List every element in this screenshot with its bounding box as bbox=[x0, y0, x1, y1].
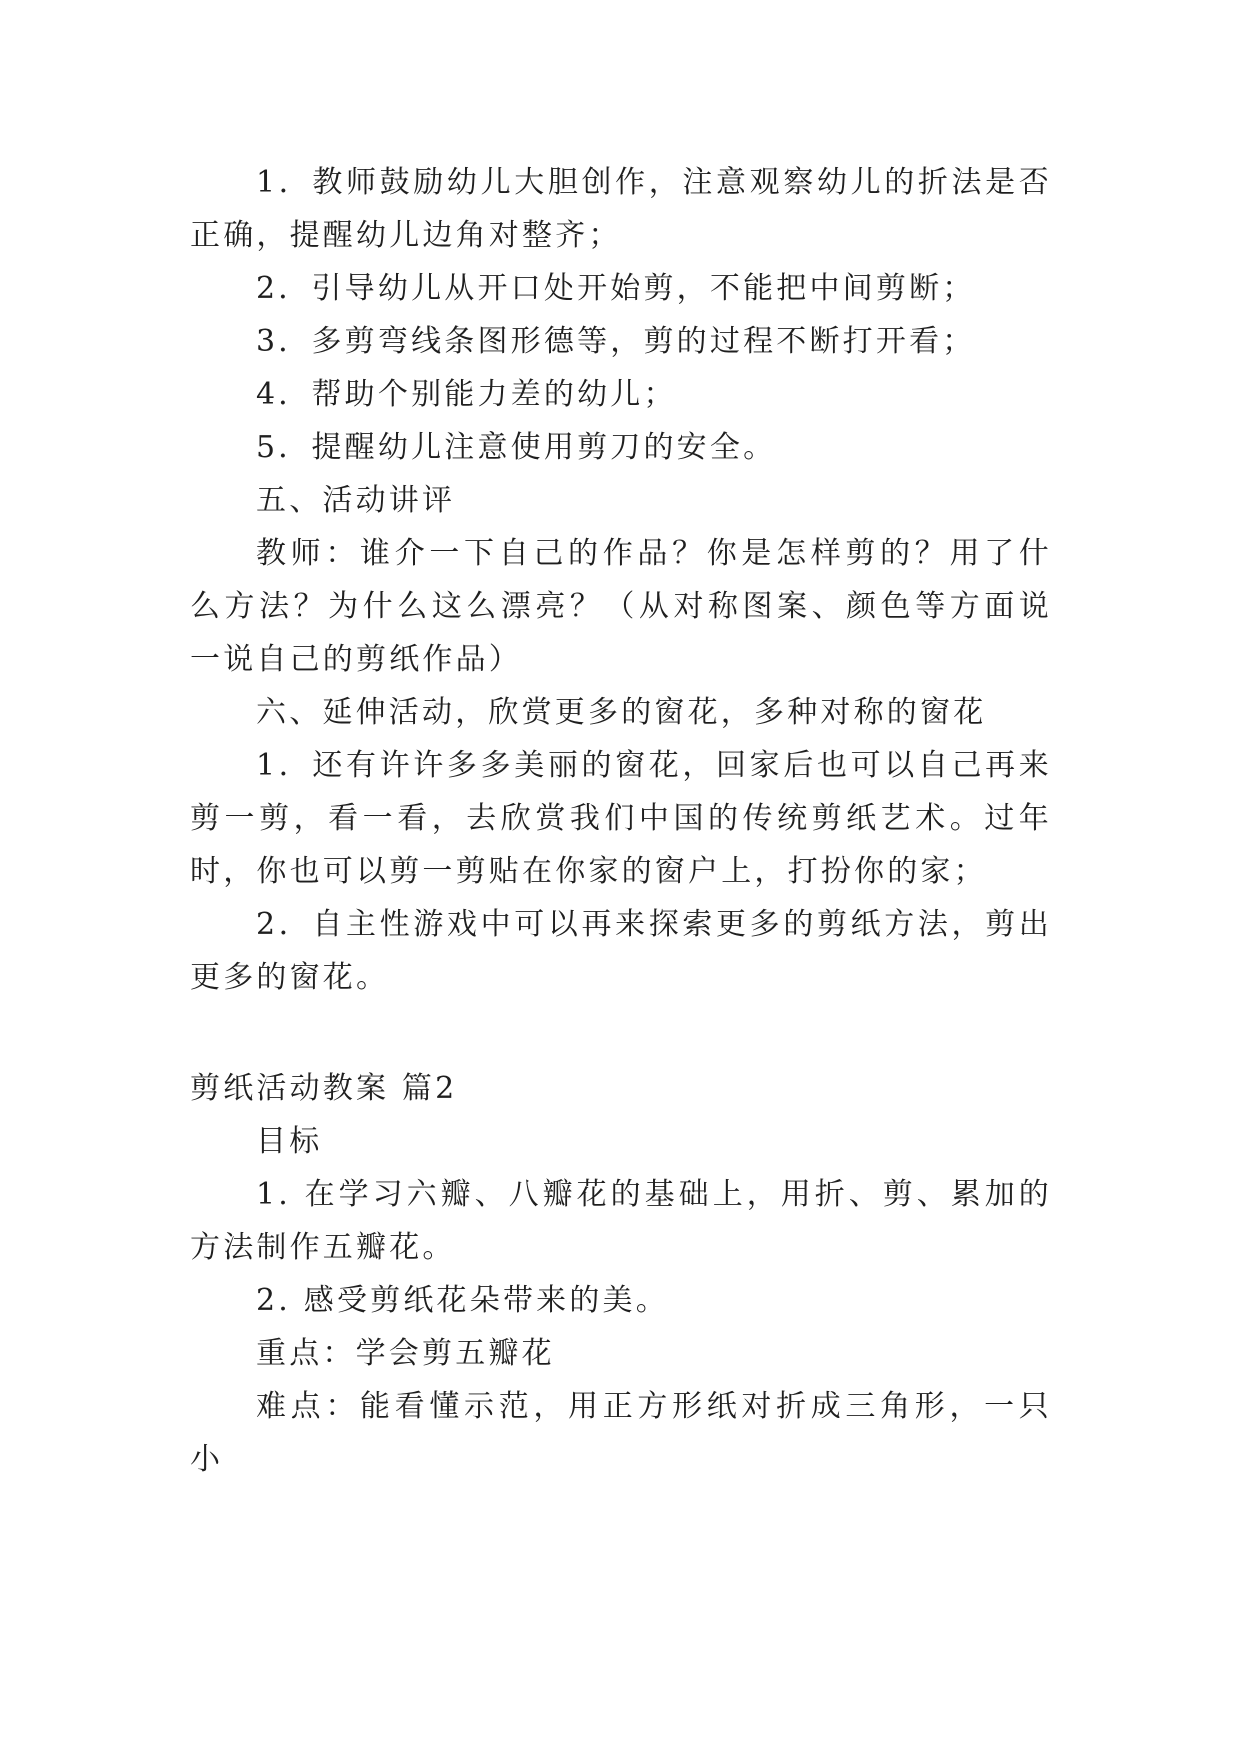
section-5-text: 教师：谁介一下自己的作品？你是怎样剪的？用了什么方法？为什么这么漂亮？（从对称图案、颜色等方面说一说自己的剪纸作品） bbox=[190, 536, 1052, 677]
extension-item-2: 2．自主性游戏中可以再来探索更多的剪纸方法，剪出更多的窗花。 bbox=[190, 907, 1052, 995]
difficulty-point: 难点：能看懂示范，用正方形纸对折成三角形，一只小 bbox=[190, 1389, 1052, 1477]
section-5-heading: 五、活动讲评 bbox=[256, 483, 456, 518]
section-gap bbox=[190, 1004, 1052, 1062]
goal-item-2: 2. 感受剪纸花朵带来的美。 bbox=[256, 1283, 669, 1318]
goal-heading: 目标 bbox=[256, 1124, 323, 1159]
lesson-title: 剪纸活动教案 篇2 bbox=[190, 1071, 458, 1106]
instruction-item-4: 4．帮助个别能力差的幼儿； bbox=[256, 377, 677, 412]
document-body bbox=[190, 156, 1052, 1486]
key-point: 重点：学会剪五瓣花 bbox=[256, 1336, 555, 1371]
instruction-item-3: 3．多剪弯线条图形德等，剪的过程不断打开看； bbox=[256, 324, 976, 359]
instruction-item-5: 5．提醒幼儿注意使用剪刀的安全。 bbox=[256, 430, 777, 465]
section-6-heading: 六、延伸活动，欣赏更多的窗花，多种对称的窗花 bbox=[256, 695, 987, 730]
goal-item-1: 1. 在学习六瓣、八瓣花的基础上，用折、剪、累加的方法制作五瓣花。 bbox=[190, 1177, 1052, 1265]
instruction-item-2: 2．引导幼儿从开口处开始剪，不能把中间剪断； bbox=[256, 271, 976, 306]
extension-item-1: 1．还有许许多多美丽的窗花，回家后也可以自己再来剪一剪，看一看，去欣赏我们中国的传统剪纸艺术。过年时，你也可以剪一剪贴在你家的窗户上，打扮你的家； bbox=[190, 748, 1052, 889]
instruction-item-1: 1．教师鼓励幼儿大胆创作，注意观察幼儿的折法是否正确，提醒幼儿边角对整齐； bbox=[190, 165, 1052, 253]
